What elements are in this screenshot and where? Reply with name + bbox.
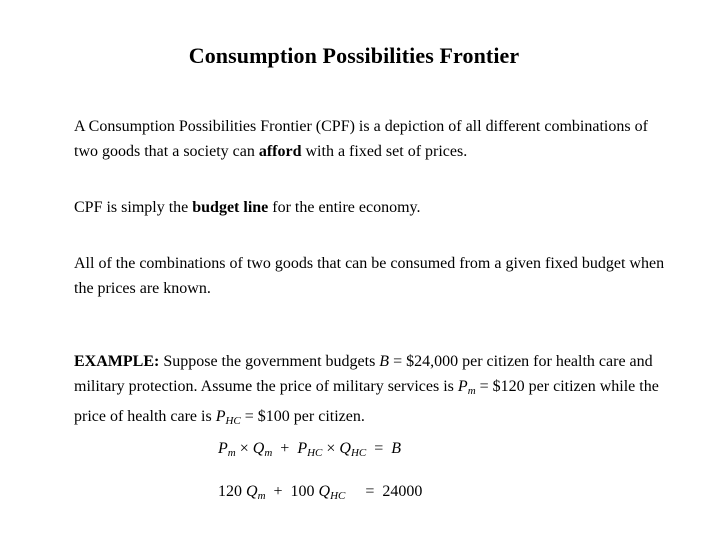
eq1-equals: =: [366, 440, 392, 457]
var-b: B: [379, 353, 390, 370]
var-phc: P: [215, 408, 226, 425]
eq1-sub-m2: m: [264, 447, 273, 459]
p1-text-after: with a fixed set of prices.: [301, 143, 468, 160]
eq2-sub-hc: HC: [330, 490, 346, 502]
eq2-sub-m: m: [257, 490, 266, 502]
example-label: EXAMPLE:: [74, 353, 160, 370]
eq1-q2: Q: [339, 440, 351, 457]
sub-hc: HC: [225, 415, 241, 427]
eq1-sub-hc: HC: [307, 447, 323, 459]
eq2-result: 24000: [382, 483, 423, 500]
eq1-plus: +: [272, 440, 298, 457]
eq1-times2: ×: [322, 440, 340, 457]
sub-m: m: [467, 385, 476, 397]
p2-bold-budget-line: budget line: [192, 199, 269, 216]
eq1-p2: P: [297, 440, 308, 457]
p2-text-before: CPF is simply the: [74, 199, 193, 216]
p1-text-before: A Consumption Possibilities Frontier (CPF) is a depiction of all different combinations of two goods that a society can: [74, 118, 648, 160]
eq1-q: Q: [252, 440, 265, 457]
p4-text3: = $120 per citizen while the price of health care is: [74, 378, 659, 425]
eq1-sub-m: m: [227, 447, 236, 459]
eq2-q2: Q: [318, 483, 331, 500]
eq1-sub-hc2: HC: [350, 447, 367, 459]
eq2-c1: 120: [218, 483, 246, 500]
combinations-paragraph: All of the combinations of two goods that can be consumed from a given fixed budget when the prices are known.: [74, 255, 665, 297]
p2-text-after: for the entire economy.: [268, 199, 421, 216]
eq2-equals: =: [345, 483, 383, 500]
budget-equation-numeric: [218, 483, 422, 502]
p4-text2: = $24,000 per citizen for health care and military protection. Assume the price of military services is: [74, 353, 653, 395]
eq1-p: P: [218, 440, 228, 457]
cpf-definition-paragraph: [74, 114, 674, 164]
p4-text1: Suppose the government budgets: [159, 353, 380, 370]
eq2-q: Q: [246, 483, 258, 500]
slide-title: Consumption Possibilities Frontier: [188, 43, 520, 68]
p1-bold-afford: afford: [258, 143, 302, 160]
budget-line-paragraph: [74, 195, 674, 220]
var-pm: P: [457, 378, 468, 395]
example-paragraph: [74, 349, 674, 434]
eq2-plus: + 100: [265, 483, 319, 500]
budget-equation-general: [218, 440, 401, 459]
eq1-times1: ×: [235, 440, 253, 457]
p4-text4: = $100 per citizen.: [240, 408, 365, 425]
eq1-b: B: [391, 440, 402, 457]
